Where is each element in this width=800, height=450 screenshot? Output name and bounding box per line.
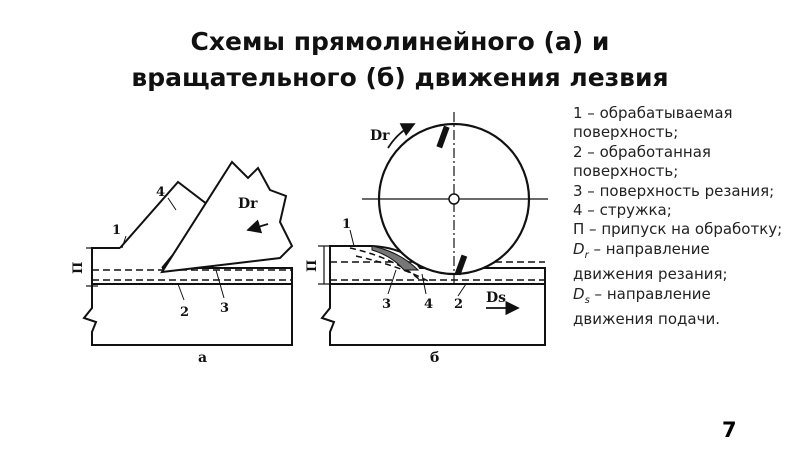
legend-item-1: 1 – обрабатываемая поверхность;: [573, 104, 733, 142]
page-number: 7: [722, 418, 737, 442]
label-3-b: 3: [382, 297, 392, 312]
label-4-a: 4: [156, 185, 166, 200]
legend-item-7-text: – направление движения подачи.: [573, 284, 720, 329]
label-4-b: 4: [424, 297, 434, 312]
label-pripusk-a: П: [71, 261, 86, 274]
slide-title-line1: Схемы прямолинейного (а) и: [190, 27, 610, 56]
figure-b: [305, 112, 548, 366]
figure-a: [71, 162, 292, 366]
legend-item-7: [573, 285, 788, 330]
label-2-a: 2: [180, 305, 190, 320]
caption-a: а: [198, 350, 208, 366]
slide-title-line2: вращательного (б) движения лезвия: [131, 63, 669, 92]
label-dr-a: Dr: [238, 196, 258, 212]
label-1-b: 1: [342, 217, 352, 232]
legend: [573, 104, 788, 329]
legend-item-6-symbol: D: [573, 239, 585, 258]
legend-item-2: 2 – обработанная поверхность;: [573, 142, 711, 181]
label-pripusk-b: П: [305, 259, 320, 272]
label-dr-b: Dr: [370, 128, 390, 144]
legend-item-3: 3 – поверхность резания;: [573, 181, 775, 200]
legend-item-4: 4 – стружка;: [573, 201, 672, 220]
caption-b: б: [430, 350, 440, 366]
label-ds-b: Ds: [486, 290, 507, 306]
legend-item-6-text: – направление движения резания;: [573, 239, 728, 284]
legend-item-5: П – припуск на обработку;: [573, 220, 783, 239]
label-1-a: 1: [112, 223, 122, 238]
legend-item-7-symbol: D: [573, 284, 585, 303]
legend-item-6: [573, 240, 788, 285]
legend-item-7-sub: s: [584, 294, 590, 306]
label-2-b: 2: [454, 297, 464, 312]
label-3-a: 3: [220, 301, 230, 316]
legend-item-6-sub: r: [584, 249, 589, 261]
wheel-center: [449, 194, 459, 204]
